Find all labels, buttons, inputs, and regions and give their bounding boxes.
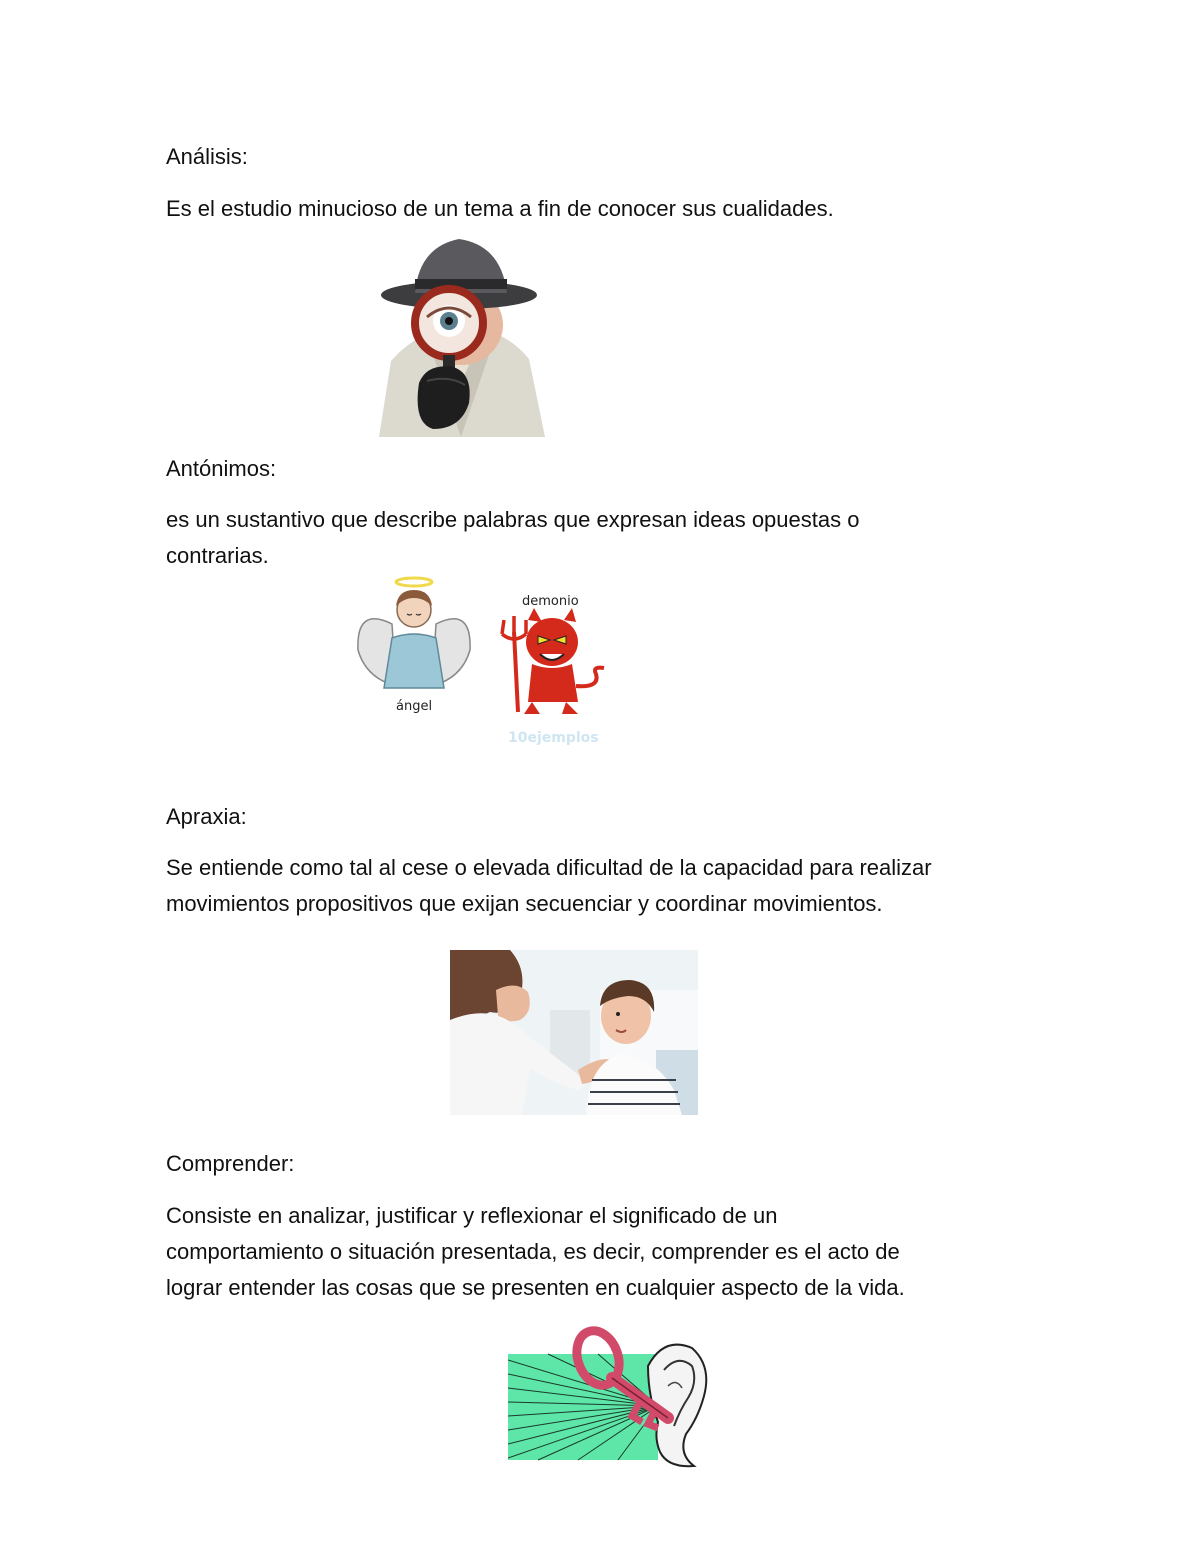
heading-analisis: Análisis: — [166, 144, 248, 169]
heading-apraxia: Apraxia: — [166, 804, 247, 829]
definition-comprender-line-2: comportamiento o situación presentada, es decir, comprender es el acto de — [166, 1239, 900, 1264]
definition-comprender-line-3: lograr entender las cosas que se presenten en cualquier aspecto de la vida. — [166, 1275, 905, 1300]
watermark-label: 10ejemplos — [508, 730, 599, 746]
definition-antonimos-line-2: contrarias. — [166, 543, 269, 568]
devil-label: demonio — [522, 594, 579, 609]
definition-comprender-line-1: Consiste en analizar, justificar y reflexionar el significado de un — [166, 1203, 778, 1228]
therapist-child-icon — [450, 950, 698, 1115]
angel-devil-icon — [352, 576, 618, 748]
definition-apraxia-line-2: movimientos propositivos que exijan secuenciar y coordinar movimientos. — [166, 891, 883, 916]
angel-label: ángel — [396, 699, 433, 714]
definition-apraxia-line-1: Se entiende como tal al cese o elevada dificultad de la capacidad para realizar — [166, 855, 932, 880]
definition-analisis-line-1: Es el estudio minucioso de un tema a fin de conocer sus cualidades. — [166, 196, 834, 221]
key-ear-icon — [508, 1326, 712, 1470]
definition-antonimos-line-1: es un sustantivo que describe palabras que expresan ideas opuestas o — [166, 507, 860, 532]
heading-comprender: Comprender: — [166, 1151, 295, 1176]
detective-magnifier-icon — [369, 233, 552, 437]
heading-antonimos: Antónimos: — [166, 456, 277, 481]
